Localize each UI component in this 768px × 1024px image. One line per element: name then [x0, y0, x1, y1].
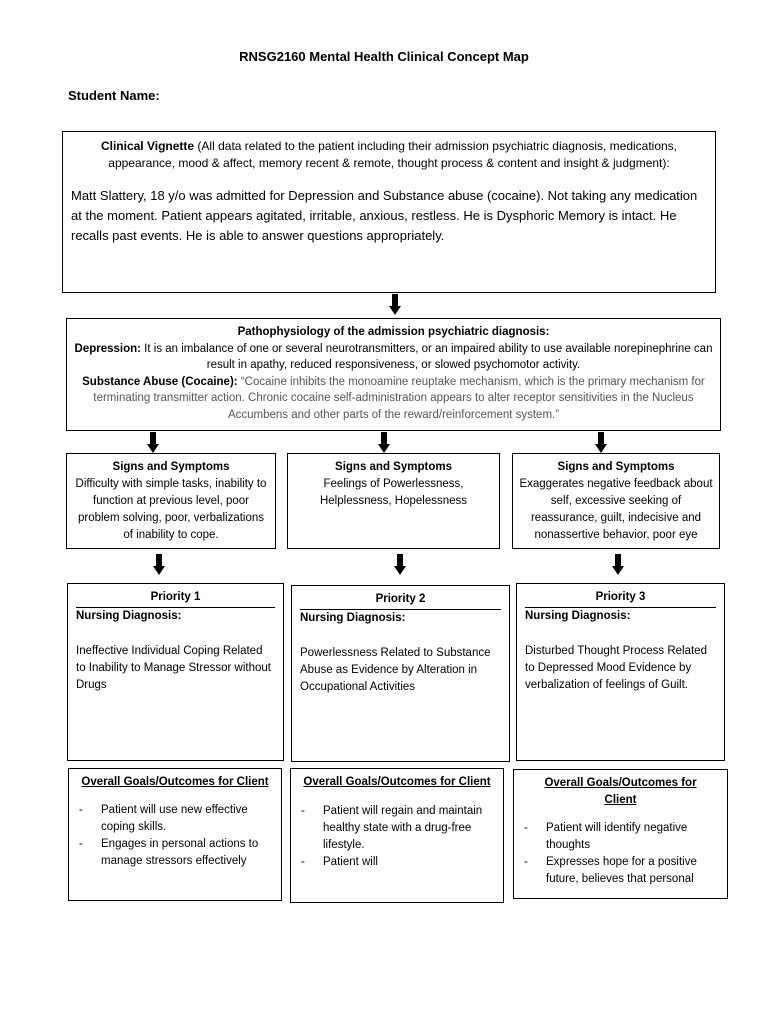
down-arrow-icon	[378, 432, 390, 454]
signs-text: Exaggerates negative feedback about self, excessive seeking of reassurance, guilt, indecisive and nonassertive behavior, poor eye	[519, 478, 713, 541]
goal-item: - Patient will identify negative thoughts	[522, 820, 719, 854]
down-arrow-icon	[389, 294, 401, 316]
goals-list	[77, 802, 273, 870]
vignette-heading	[71, 138, 707, 172]
nursing-diagnosis-text: Powerlessness Related to Substance Abuse as Evidence by Alteration in Occupational Activities	[300, 647, 491, 693]
signs-heading: Signs and Symptoms	[557, 461, 675, 473]
goals-box-2	[290, 768, 504, 903]
down-arrow-icon	[595, 432, 607, 454]
nursing-diagnosis-label: Nursing Diagnosis:	[76, 610, 182, 622]
signs-symptoms-box-3	[512, 453, 720, 549]
goals-heading: Overall Goals/Outcomes for Client	[81, 776, 269, 788]
goals-box-3	[513, 769, 728, 899]
nursing-diagnosis-label: Nursing Diagnosis:	[300, 612, 406, 624]
page-title: RNSG2160 Mental Health Clinical Concept Map	[239, 49, 529, 64]
priority-heading: Priority 3	[525, 589, 716, 608]
priority-box-1	[67, 583, 284, 761]
student-name-label: Student Name:	[68, 88, 160, 103]
priority-box-3	[516, 583, 725, 761]
signs-heading: Signs and Symptoms	[335, 461, 452, 473]
signs-symptoms-box-1	[66, 453, 276, 549]
nursing-diagnosis-text: Ineffective Individual Coping Related to Inability to Manage Stressor without Drugs	[76, 645, 271, 691]
vignette-description: (All data related to the patient including their admission psychiatric diagnosis, medications, appearance, mood & affect, memory recent & remote, thought process & content and insight & judgment):	[108, 139, 678, 170]
goals-list	[299, 803, 495, 871]
vignette-body: Matt Slattery, 18 y/o was admitted for Depression and Substance abuse (cocaine). Not taking any medication at the moment. Patient appears agitated, irritable, anxious, restless. He is Dysphoric Memory is intact. He recalls past events. He is able to answer questions appropriately.	[71, 188, 698, 243]
signs-heading: Signs and Symptoms	[112, 461, 230, 473]
goals-heading: Overall Goals/Outcomes for Client	[303, 776, 491, 788]
goal-item: - Patient will use new effective coping skills.	[77, 802, 273, 836]
goals-heading: Overall Goals/Outcomes for Client	[544, 777, 697, 806]
nursing-diagnosis-label: Nursing Diagnosis:	[525, 610, 631, 622]
vignette-label: Clinical Vignette	[100, 139, 195, 153]
down-arrow-icon	[394, 554, 406, 576]
goal-item: - Patient will	[299, 854, 495, 871]
priority-heading: Priority 2	[300, 591, 501, 610]
nursing-diagnosis-text: Disturbed Thought Process Related to Depressed Mood Evidence by verbalization of feelings of Guilt.	[525, 645, 707, 691]
depression-label: Depression:	[74, 342, 141, 355]
clinical-vignette-box	[62, 131, 716, 293]
priority-box-2	[291, 585, 510, 762]
goal-item: - Patient will regain and maintain healthy state with a drug-free lifestyle.	[299, 803, 495, 854]
signs-text: Feelings of Powerlessness, Helplessness, Hopelessness	[319, 478, 468, 507]
depression-text: It is an imbalance of one or several neurotransmitters, or an impaired ability to use available norepinephrine can result in apathy, reduced responsiveness, or slowed psychomotor activity.	[140, 342, 713, 371]
substance-abuse-label: Substance Abuse (Cocaine):	[82, 375, 238, 388]
signs-text: Difficulty with simple tasks, inability to function at previous level, poor problem solving, poor, verbalizations of inability to cope.	[75, 478, 267, 541]
goal-item: - Expresses hope for a positive future, believes that personal	[522, 854, 719, 888]
signs-symptoms-box-2	[287, 453, 500, 549]
substance-abuse-text: “Cocaine inhibits the monoamine reuptake mechanism, which is the primary mechanism for terminating transmitter action. Chronic cocaine self-administration appears to alter receptor sensitivities in the Nucleus Accumbens and other parts of the reward/reinforcement system.”	[93, 375, 705, 421]
down-arrow-icon	[147, 432, 159, 454]
pathophysiology-box	[66, 318, 721, 431]
goals-list	[522, 820, 719, 888]
down-arrow-icon	[153, 554, 165, 576]
patho-heading: Pathophysiology of the admission psychiatric diagnosis:	[237, 326, 550, 338]
goals-box-1	[68, 768, 282, 901]
goal-item: - Engages in personal actions to manage stressors effectively	[77, 836, 273, 870]
down-arrow-icon	[612, 554, 624, 576]
priority-heading: Priority 1	[76, 589, 275, 608]
